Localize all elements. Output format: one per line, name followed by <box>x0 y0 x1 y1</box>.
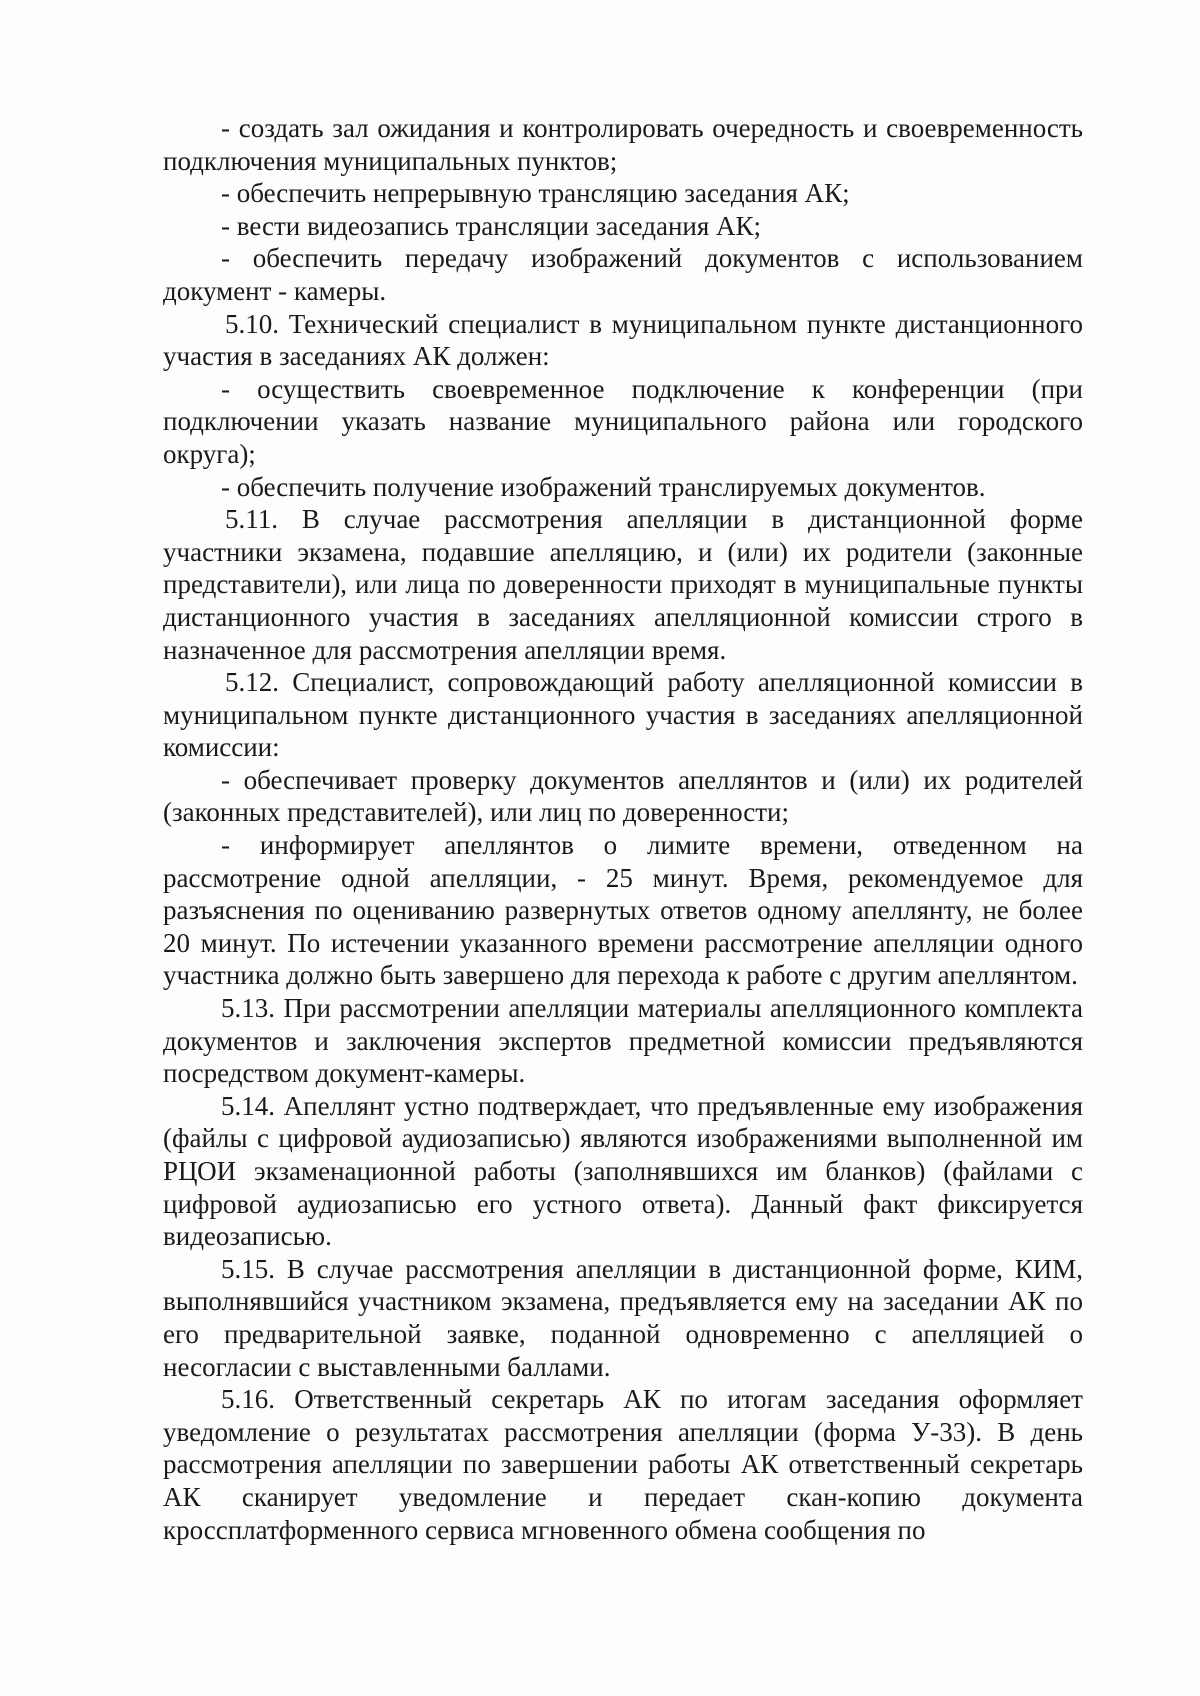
paragraph-time-limit: - информирует апеллянтов о лимите времени, отведенном на рассмотрение одной апелляции, - 25 минут. Время, рекомендуемое для разъяснения по оцениванию развернутых ответов одному апеллянту, не более 20 минут. По истечении указанного времени рассмотрение апелляции одного участника должно быть завершено для перехода к работе с другим апеллянтом. <box>163 830 1083 991</box>
paragraph-video-recording: - вести видеозапись трансляции заседания АК; <box>221 210 762 241</box>
paragraph-5-10: 5.10. Технический специалист в муниципальном пункте дистанционного участия в заседаниях АК должен: <box>163 308 1083 372</box>
paragraph-5-13: 5.13. При рассмотрении апелляции материалы апелляционного комплекта документов и заключения экспертов предметной комиссии предъявляются посредством документ-камеры. <box>163 993 1083 1089</box>
paragraph-document-camera: - обеспечить передачу изображений документов с использованием документ - камеры. <box>163 243 1083 306</box>
document-body <box>163 112 1083 1546</box>
paragraph-document-check: - обеспечивает проверку документов апеллянтов и (или) их родителей (законных представителей), или лиц по доверенности; <box>163 764 1083 828</box>
paragraph-5-15: 5.15. В случае рассмотрения апелляции в дистанционной форме, КИМ, выполнявшийся участником экзамена, предъявляется ему на заседании АК по его предварительной заявке, поданной одновременно с апелляцией о несогласии с выставленными баллами. <box>163 1253 1083 1382</box>
paragraph-5-14: 5.14. Апеллянт устно подтверждает, что предъявленные ему изображения (файлы с цифровой аудиозаписью) являются изображениями выполненной им РЦОИ экзаменационной работы (заполнявшихся им бланков) (файлами с цифровой аудиозаписью его устного ответа). Данный факт фиксируется видеозаписью. <box>163 1090 1083 1252</box>
paragraph-continuous-broadcast: - обеспечить непрерывную трансляцию заседания АК; <box>221 178 850 209</box>
paragraph-conference-connection: - осуществить своевременное подключение к конференции (при подключении указать название муниципального района или городского округа); <box>163 373 1083 469</box>
paragraph-waiting-room: - создать зал ожидания и контролировать очередность и своевременность подключения муниципальных пунктов; <box>163 113 1083 176</box>
paragraph-receive-images: - обеспечить получение изображений транслируемых документов. <box>221 471 986 502</box>
paragraph-5-12: 5.12. Специалист, сопровождающий работу апелляционной комиссии в муниципальном пункте дистанционного участия в заседаниях апелляционной комиссии: <box>163 667 1083 763</box>
paragraph-5-11: 5.11. В случае рассмотрения апелляции в дистанционной форме участники экзамена, подавшие апелляцию, и (или) их родители (законные представители), или лица по доверенности приходят в муниципальные пункты дистанционного участия в заседаниях апелляционной комиссии строго в назначенное для рассмотрения апелляции время. <box>163 504 1083 665</box>
paragraph-5-16: 5.16. Ответственный секретарь АК по итогам заседания оформляет уведомление о результатах рассмотрения апелляции (форма У-33). В день рассмотрения апелляции по завершении работы АК ответственный секретарь АК сканирует уведомление и передает скан-копию документа кроссплатформенного сервиса мгновенного обмена сообщения по <box>163 1384 1083 1545</box>
